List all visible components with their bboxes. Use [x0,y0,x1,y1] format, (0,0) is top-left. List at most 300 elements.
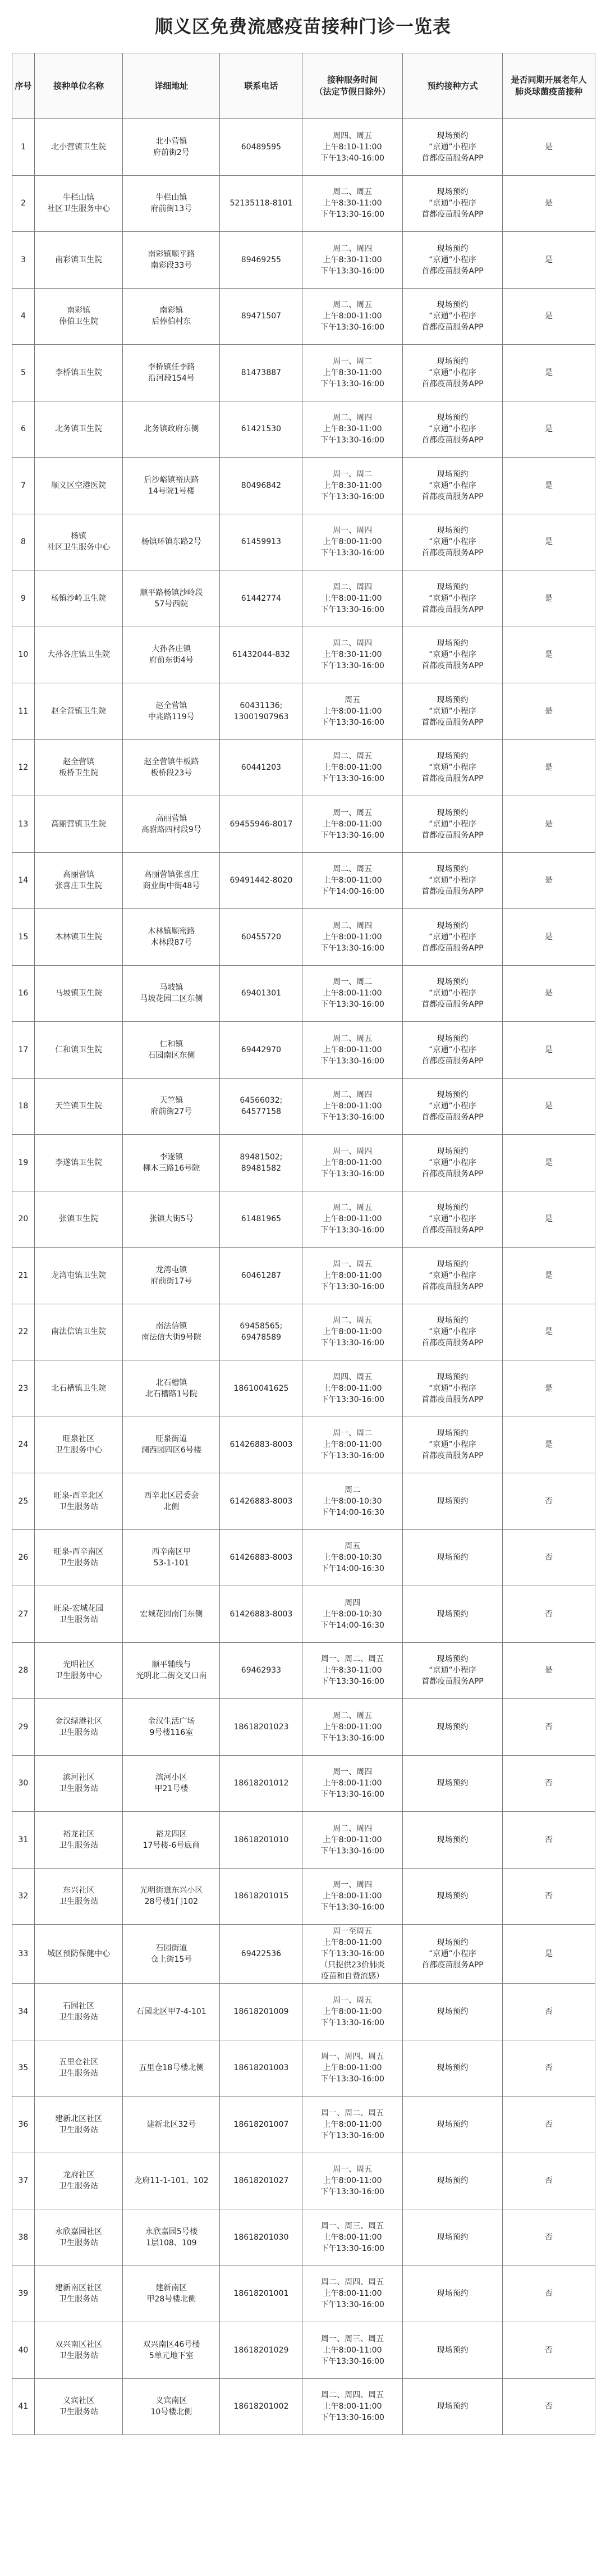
row-number-cell: 15 [12,909,35,966]
unit-name-cell: 滨河社区 卫生服务站 [34,1755,122,1812]
booking-method-cell: 现场预约 [402,1868,502,1925]
header-phone: 联系电话 [220,53,302,119]
pneumococcal-flag-cell: 是 [503,1417,595,1473]
row-number-cell: 16 [12,965,35,1022]
phone-cell: 61421530 [220,401,302,458]
address-cell: 石园北区甲7-4-101 [123,1984,220,2040]
pneumococcal-flag-cell: 否 [503,1812,595,1869]
unit-name-cell: 大孙各庄镇卫生院 [34,627,122,683]
booking-method-cell: 现场预约 [402,1586,502,1643]
phone-cell: 61432044-832 [220,627,302,683]
row-number-cell: 5 [12,345,35,401]
address-cell: 北务镇政府东侧 [123,401,220,458]
service-time-cell: 周二、周四 上午8:00-11:00 下午13:30-16:00 [302,909,402,966]
unit-name-cell: 旺泉社区 卫生服务中心 [34,1417,122,1473]
service-time-cell: 周一、周五 上午8:00-11:00 下午13:30-16:00 [302,2153,402,2209]
booking-method-cell: 现场预约 “京通”小程序 首都疫苗服务APP [402,458,502,514]
table-row [12,1812,595,1869]
pneumococcal-flag-cell: 否 [503,2040,595,2097]
pneumococcal-flag-cell: 否 [503,2378,595,2435]
service-time-cell: 周一、周四 上午8:00-11:00 下午13:30-16:00 [302,1755,402,1812]
phone-cell: 60489595 [220,119,302,176]
booking-method-cell: 现场预约 “京通”小程序 首都疫苗服务APP [402,401,502,458]
phone-cell: 80496842 [220,458,302,514]
unit-name-cell: 裕龙社区 卫生服务站 [34,1812,122,1869]
table-row [12,1360,595,1417]
address-cell: 建新北区32号 [123,2097,220,2153]
pneumococcal-flag-cell: 是 [503,458,595,514]
pneumococcal-flag-cell: 是 [503,1135,595,1191]
service-time-cell: 周二、周四 上午8:30-11:00 下午13:30-16:00 [302,401,402,458]
address-cell: 旺泉街道 澜西园四区6号楼 [123,1417,220,1473]
pneumococcal-flag-cell: 是 [503,1360,595,1417]
pneumococcal-flag-cell: 是 [503,1304,595,1360]
phone-cell: 18618201009 [220,1984,302,2040]
pneumococcal-flag-cell: 是 [503,401,595,458]
address-cell: 高丽营镇 高驸路四村段9号 [123,796,220,853]
phone-cell: 18618201010 [220,1812,302,1869]
booking-method-cell: 现场预约 “京通”小程序 首都疫苗服务APP [402,739,502,796]
phone-cell: 89471507 [220,288,302,345]
unit-name-cell: 牛栏山镇 社区卫生服务中心 [34,175,122,232]
booking-method-cell: 现场预约 “京通”小程序 首都疫苗服务APP [402,175,502,232]
address-cell: 北小营镇 府前街2号 [123,119,220,176]
booking-method-cell: 现场预约 “京通”小程序 首都疫苗服务APP [402,1304,502,1360]
unit-name-cell: 义宾社区 卫生服务站 [34,2378,122,2435]
phone-cell: 18618201030 [220,2209,302,2266]
address-cell: 滨河小区 甲21号楼 [123,1755,220,1812]
service-time-cell: 周一、周三、周五 上午8:00-11:00 下午13:30-16:00 [302,2209,402,2266]
phone-cell: 69455946-8017 [220,796,302,853]
unit-name-cell: 石园社区 卫生服务站 [34,1984,122,2040]
row-number-cell: 7 [12,458,35,514]
unit-name-cell: 龙府社区 卫生服务站 [34,2153,122,2209]
row-number-cell: 38 [12,2209,35,2266]
pneumococcal-flag-cell: 是 [503,739,595,796]
phone-cell: 18618201001 [220,2266,302,2322]
service-time-cell: 周一、周五 上午8:00-11:00 下午13:30-16:00 [302,1984,402,2040]
address-cell: 天竺镇 府前街27号 [123,1078,220,1135]
row-number-cell: 36 [12,2097,35,2153]
address-cell: 大孙各庄镇 府前东街4号 [123,627,220,683]
booking-method-cell: 现场预约 “京通”小程序 首都疫苗服务APP [402,1248,502,1304]
table-row [12,1248,595,1304]
table-row [12,2378,595,2435]
row-number-cell: 2 [12,175,35,232]
table-row [12,345,595,401]
address-cell: 北石槽镇 北石槽路1号院 [123,1360,220,1417]
table-row [12,2097,595,2153]
service-time-cell: 周一、周二、周五 上午8:30-11:00 下午13:30-16:00 [302,1642,402,1699]
pneumococcal-flag-cell: 否 [503,1473,595,1530]
pneumococcal-flag-cell: 是 [503,1191,595,1248]
page-title: 顺义区免费流感疫苗接种门诊一览表 [154,16,451,37]
phone-cell: 69462933 [220,1642,302,1699]
unit-name-cell: 高丽营镇 张喜庄卫生院 [34,852,122,909]
address-cell: 西辛南区甲 53-1-101 [123,1529,220,1586]
phone-cell: 69458565; 69478589 [220,1304,302,1360]
row-number-cell: 19 [12,1135,35,1191]
phone-cell: 18610041625 [220,1360,302,1417]
phone-cell: 61426883-8003 [220,1529,302,1586]
booking-method-cell: 现场预约 “京通”小程序 首都疫苗服务APP [402,570,502,627]
address-cell: 五里仓18号楼北侧 [123,2040,220,2097]
unit-name-cell: 南法信镇卫生院 [34,1304,122,1360]
booking-method-cell: 现场预约 “京通”小程序 首都疫苗服务APP [402,796,502,853]
table-row [12,1925,595,1984]
table-row [12,1022,595,1079]
row-number-cell: 35 [12,2040,35,2097]
service-time-cell: 周二、周四 上午8:00-11:00 下午13:30-16:00 [302,1812,402,1869]
table-header [12,53,595,119]
unit-name-cell: 赵全营镇卫生院 [34,683,122,740]
phone-cell: 89481502; 89481582 [220,1135,302,1191]
table-row [12,1586,595,1643]
address-cell: 木林镇顺密路 木林段87号 [123,909,220,966]
booking-method-cell: 现场预约 “京通”小程序 首都疫苗服务APP [402,627,502,683]
row-number-cell: 22 [12,1304,35,1360]
booking-method-cell: 现场预约 “京通”小程序 首都疫苗服务APP [402,683,502,740]
booking-method-cell: 现场预约 [402,1755,502,1812]
service-time-cell: 周一、周四、周五 上午8:00-11:00 下午13:30-16:00 [302,2040,402,2097]
unit-name-cell: 李遂镇卫生院 [34,1135,122,1191]
phone-cell: 18618201007 [220,2097,302,2153]
address-cell: 西辛北区居委会 北侧 [123,1473,220,1530]
service-time-cell: 周一至周五 上午8:00-11:00 下午13:30-16:00 （只提供23价肺炎 疫苗和自费流感） [302,1925,402,1984]
service-time-cell: 周二、周四 上午8:30-11:00 下午13:30-16:00 [302,627,402,683]
pneumococcal-flag-cell: 否 [503,2322,595,2379]
row-number-cell: 13 [12,796,35,853]
address-cell: 双兴南区46号楼 5单元地下室 [123,2322,220,2379]
table-row [12,2040,595,2097]
table-row [12,401,595,458]
service-time-cell: 周五 上午8:00-11:00 下午13:30-16:00 [302,683,402,740]
pneumococcal-flag-cell: 是 [503,232,595,289]
pneumococcal-flag-cell: 否 [503,1868,595,1925]
pneumococcal-flag-cell: 是 [503,175,595,232]
service-time-cell: 周二、周五 上午8:00-11:00 下午13:30-16:00 [302,739,402,796]
table-row [12,2266,595,2322]
service-time-cell: 周五 上午8:00-10:30 下午14:00-16:30 [302,1529,402,1586]
table-row [12,1135,595,1191]
service-time-cell: 周一、周四 上午8:00-11:00 下午13:30-16:00 [302,514,402,570]
table-row [12,1191,595,1248]
unit-name-cell: 光明社区 卫生服务中心 [34,1642,122,1699]
address-cell: 龙府11-1-101、102 [123,2153,220,2209]
row-number-cell: 37 [12,2153,35,2209]
header-unit: 接种单位名称 [34,53,122,119]
pneumococcal-flag-cell: 是 [503,514,595,570]
table-row [12,1699,595,1756]
booking-method-cell: 现场预约 “京通”小程序 首都疫苗服务APP [402,1135,502,1191]
service-time-cell: 周一、周二 上午8:30-11:00 下午13:30-16:00 [302,458,402,514]
unit-name-cell: 杨镇沙岭卫生院 [34,570,122,627]
pneumococcal-flag-cell: 是 [503,852,595,909]
service-time-cell: 周二、周五 上午8:00-11:00 下午13:30-16:00 [302,1699,402,1756]
address-cell: 顺平辅线与 光明北二街交叉口南 [123,1642,220,1699]
phone-cell: 18618201015 [220,1868,302,1925]
phone-cell: 69401301 [220,965,302,1022]
row-number-cell: 4 [12,288,35,345]
row-number-cell: 29 [12,1699,35,1756]
table-row [12,627,595,683]
service-time-cell: 周一、周二 上午8:00-11:00 下午13:30-16:00 [302,965,402,1022]
table-row [12,1529,595,1586]
phone-cell: 18618201029 [220,2322,302,2379]
pneumococcal-flag-cell: 是 [503,345,595,401]
row-number-cell: 12 [12,739,35,796]
table-row [12,1304,595,1360]
booking-method-cell: 现场预约 [402,2153,502,2209]
booking-method-cell: 现场预约 [402,1473,502,1530]
table-row [12,1642,595,1699]
address-cell: 金汉生活广场 9号楼116室 [123,1699,220,1756]
unit-name-cell: 马坡镇卫生院 [34,965,122,1022]
booking-method-cell: 现场预约 “京通”小程序 首都疫苗服务APP [402,852,502,909]
phone-cell: 81473887 [220,345,302,401]
booking-method-cell: 现场预约 “京通”小程序 首都疫苗服务APP [402,1360,502,1417]
booking-method-cell: 现场预约 [402,1812,502,1869]
row-number-cell: 28 [12,1642,35,1699]
service-time-cell: 周二、周四 上午8:30-11:00 下午13:30-16:00 [302,232,402,289]
pneumococcal-flag-cell: 是 [503,909,595,966]
pneumococcal-flag-cell: 是 [503,1022,595,1079]
address-cell: 杨镇环镇东路2号 [123,514,220,570]
row-number-cell: 8 [12,514,35,570]
pneumococcal-flag-cell: 是 [503,1248,595,1304]
table-row [12,1078,595,1135]
unit-name-cell: 南彩镇 俸伯卫生院 [34,288,122,345]
unit-name-cell: 东兴社区 卫生服务站 [34,1868,122,1925]
unit-name-cell: 永欣嘉园社区 卫生服务站 [34,2209,122,2266]
pneumococcal-flag-cell: 是 [503,627,595,683]
pneumococcal-flag-cell: 是 [503,965,595,1022]
booking-method-cell: 现场预约 “京通”小程序 首都疫苗服务APP [402,1022,502,1079]
address-cell: 光明街道东兴小区 28号楼1门102 [123,1868,220,1925]
booking-method-cell: 现场预约 [402,1529,502,1586]
pneumococcal-flag-cell: 是 [503,796,595,853]
phone-cell: 60461287 [220,1248,302,1304]
service-time-cell: 周二、周五 上午8:00-11:00 下午13:30-16:00 [302,288,402,345]
address-cell: 石园街道 仓上街15号 [123,1925,220,1984]
booking-method-cell: 现场预约 “京通”小程序 首都疫苗服务APP [402,1078,502,1135]
pneumococcal-flag-cell: 否 [503,1586,595,1643]
phone-cell: 60441203 [220,739,302,796]
table-row [12,1417,595,1473]
booking-method-cell: 现场预约 [402,1699,502,1756]
phone-cell: 69442970 [220,1022,302,1079]
table-row [12,2209,595,2266]
table-row [12,232,595,289]
unit-name-cell: 李桥镇卫生院 [34,345,122,401]
service-time-cell: 周二、周五 上午8:00-11:00 下午13:30-16:00 [302,1022,402,1079]
phone-cell: 69422536 [220,1925,302,1984]
table-row [12,739,595,796]
table-row [12,796,595,853]
phone-cell: 18618201003 [220,2040,302,2097]
phone-cell: 18618201023 [220,1699,302,1756]
row-number-cell: 30 [12,1755,35,1812]
pneumococcal-flag-cell: 否 [503,2266,595,2322]
booking-method-cell: 现场预约 [402,2378,502,2435]
pneumococcal-flag-cell: 否 [503,1699,595,1756]
service-time-cell: 周二、周五 上午8:30-11:00 下午13:30-16:00 [302,175,402,232]
row-number-cell: 1 [12,119,35,176]
booking-method-cell: 现场预约 [402,2209,502,2266]
table-row [12,1473,595,1530]
unit-name-cell: 北务镇卫生院 [34,401,122,458]
address-cell: 南彩镇 后俸伯村东 [123,288,220,345]
booking-method-cell: 现场预约 “京通”小程序 首都疫苗服务APP [402,514,502,570]
unit-name-cell: 旺泉-宏城花园 卫生服务站 [34,1586,122,1643]
unit-name-cell: 双兴南区社区 卫生服务站 [34,2322,122,2379]
phone-cell: 61426883-8003 [220,1417,302,1473]
booking-method-cell: 现场预约 “京通”小程序 首都疫苗服务APP [402,232,502,289]
phone-cell: 18618201027 [220,2153,302,2209]
pneumococcal-flag-cell: 否 [503,2209,595,2266]
service-time-cell: 周一、周五 上午8:00-11:00 下午13:30-16:00 [302,1248,402,1304]
pneumococcal-flag-cell: 否 [503,2153,595,2209]
row-number-cell: 20 [12,1191,35,1248]
pneumococcal-flag-cell: 是 [503,119,595,176]
booking-method-cell: 现场预约 [402,2266,502,2322]
pneumococcal-flag-cell: 是 [503,1078,595,1135]
unit-name-cell: 北石槽镇卫生院 [34,1360,122,1417]
header-address: 详细地址 [123,53,220,119]
table-row [12,570,595,627]
address-cell: 义宾南区 10号楼北侧 [123,2378,220,2435]
unit-name-cell: 建新北区社区 卫生服务站 [34,2097,122,2153]
unit-name-cell: 旺泉-西辛南区 卫生服务站 [34,1529,122,1586]
table-row [12,288,595,345]
unit-name-cell: 高丽营镇卫生院 [34,796,122,853]
unit-name-cell: 建新南区社区 卫生服务站 [34,2266,122,2322]
service-time-cell: 周二、周四、周五 上午8:00-11:00 下午13:30-16:00 [302,2266,402,2322]
phone-cell: 69491442-8020 [220,852,302,909]
address-cell: 龙湾屯镇 府前街17号 [123,1248,220,1304]
row-number-cell: 17 [12,1022,35,1079]
phone-cell: 61459913 [220,514,302,570]
service-time-cell: 周二、周五 上午8:00-11:00 下午13:30-16:00 [302,1304,402,1360]
header-no: 序号 [12,53,35,119]
service-time-cell: 周一、周五 上午8:00-11:00 下午13:30-16:00 [302,796,402,853]
table-row [12,458,595,514]
service-time-cell: 周四、周五 上午8:00-11:00 下午13:30-16:00 [302,1360,402,1417]
service-time-cell: 周二、周四 上午8:00-11:00 下午13:30-16:00 [302,1078,402,1135]
address-cell: 赵全营镇 中兆路119号 [123,683,220,740]
pneumococcal-flag-cell: 是 [503,1925,595,1984]
phone-cell: 18618201012 [220,1755,302,1812]
address-cell: 建新南区 甲28号楼北侧 [123,2266,220,2322]
booking-method-cell: 现场预约 “京通”小程序 首都疫苗服务APP [402,965,502,1022]
booking-method-cell: 现场预约 [402,2322,502,2379]
phone-cell: 61481965 [220,1191,302,1248]
booking-method-cell: 现场预约 [402,1984,502,2040]
address-cell: 仁和镇 石园南区东侧 [123,1022,220,1079]
row-number-cell: 9 [12,570,35,627]
unit-name-cell: 五里仓社区 卫生服务站 [34,2040,122,2097]
vaccination-table [12,53,595,2435]
row-number-cell: 41 [12,2378,35,2435]
booking-method-cell: 现场预约 “京通”小程序 首都疫苗服务APP [402,1417,502,1473]
row-number-cell: 6 [12,401,35,458]
row-number-cell: 14 [12,852,35,909]
unit-name-cell: 北小营镇卫生院 [34,119,122,176]
address-cell: 张镇大街5号 [123,1191,220,1248]
header-elder: 是否同期开展老年人 肺炎球菌疫苗接种 [503,53,595,119]
row-number-cell: 40 [12,2322,35,2379]
unit-name-cell: 旺泉-西辛北区 卫生服务站 [34,1473,122,1530]
address-cell: 牛栏山镇 府前街13号 [123,175,220,232]
address-cell: 马坡镇 马坡花园二区东侧 [123,965,220,1022]
address-cell: 宏城花园南门东侧 [123,1586,220,1643]
table-row [12,175,595,232]
row-number-cell: 31 [12,1812,35,1869]
phone-cell: 52135118-8101 [220,175,302,232]
row-number-cell: 26 [12,1529,35,1586]
row-number-cell: 25 [12,1473,35,1530]
pneumococcal-flag-cell: 否 [503,1529,595,1586]
row-number-cell: 18 [12,1078,35,1135]
table-row [12,2322,595,2379]
unit-name-cell: 天竺镇卫生院 [34,1078,122,1135]
phone-cell: 61426883-8003 [220,1586,302,1643]
address-cell: 李遂镇 柳木三路16号院 [123,1135,220,1191]
booking-method-cell: 现场预约 [402,2097,502,2153]
pneumococcal-flag-cell: 否 [503,1755,595,1812]
row-number-cell: 27 [12,1586,35,1643]
table-row [12,683,595,740]
booking-method-cell: 现场预约 “京通”小程序 首都疫苗服务APP [402,1191,502,1248]
service-time-cell: 周二、周五 上午8:00-11:00 下午13:30-16:00 [302,1191,402,1248]
service-time-cell: 周一、周四 上午8:00-11:00 下午13:30-16:00 [302,1135,402,1191]
header-method: 预约接种方式 [402,53,502,119]
service-time-cell: 周二、周五 上午8:00-11:00 下午14:00-16:00 [302,852,402,909]
table-row [12,1984,595,2040]
unit-name-cell: 金汉绿港社区 卫生服务站 [34,1699,122,1756]
table-body [12,119,595,2435]
phone-cell: 18618201002 [220,2378,302,2435]
address-cell: 永欣嘉园5号楼 1层108、109 [123,2209,220,2266]
header-time: 接种服务时间 （法定节假日除外） [302,53,402,119]
table-row [12,1755,595,1812]
service-time-cell: 周四 上午8:00-10:30 下午14:00-16:30 [302,1586,402,1643]
row-number-cell: 34 [12,1984,35,2040]
booking-method-cell: 现场预约 “京通”小程序 首都疫苗服务APP [402,909,502,966]
phone-cell: 64566032; 64577158 [220,1078,302,1135]
row-number-cell: 3 [12,232,35,289]
service-time-cell: 周一、周四 上午8:00-11:00 下午13:30-16:00 [302,1868,402,1925]
service-time-cell: 周二、周四、周五 上午8:00-11:00 下午13:30-16:00 [302,2378,402,2435]
table-row [12,2153,595,2209]
service-time-cell: 周四、周五 上午8:10-11:00 下午13:40-16:00 [302,119,402,176]
service-time-cell: 周一、周二 上午8:30-11:00 下午13:30-16:00 [302,345,402,401]
address-cell: 南法信镇 南法信大街9号院 [123,1304,220,1360]
service-time-cell: 周一、周三、周五 上午8:00-11:00 下午13:30-16:00 [302,2322,402,2379]
pneumococcal-flag-cell: 否 [503,1984,595,2040]
phone-cell: 89469255 [220,232,302,289]
row-number-cell: 39 [12,2266,35,2322]
table-row [12,1868,595,1925]
unit-name-cell: 城区预防保健中心 [34,1925,122,1984]
service-time-cell: 周一、周二、周五 上午8:00-11:00 下午13:30-16:00 [302,2097,402,2153]
unit-name-cell: 顺义区空港医院 [34,458,122,514]
booking-method-cell: 现场预约 “京通”小程序 首都疫苗服务APP [402,1642,502,1699]
booking-method-cell: 现场预约 [402,2040,502,2097]
booking-method-cell: 现场预约 “京通”小程序 首都疫苗服务APP [402,119,502,176]
table-row [12,852,595,909]
pneumococcal-flag-cell: 是 [503,1642,595,1699]
